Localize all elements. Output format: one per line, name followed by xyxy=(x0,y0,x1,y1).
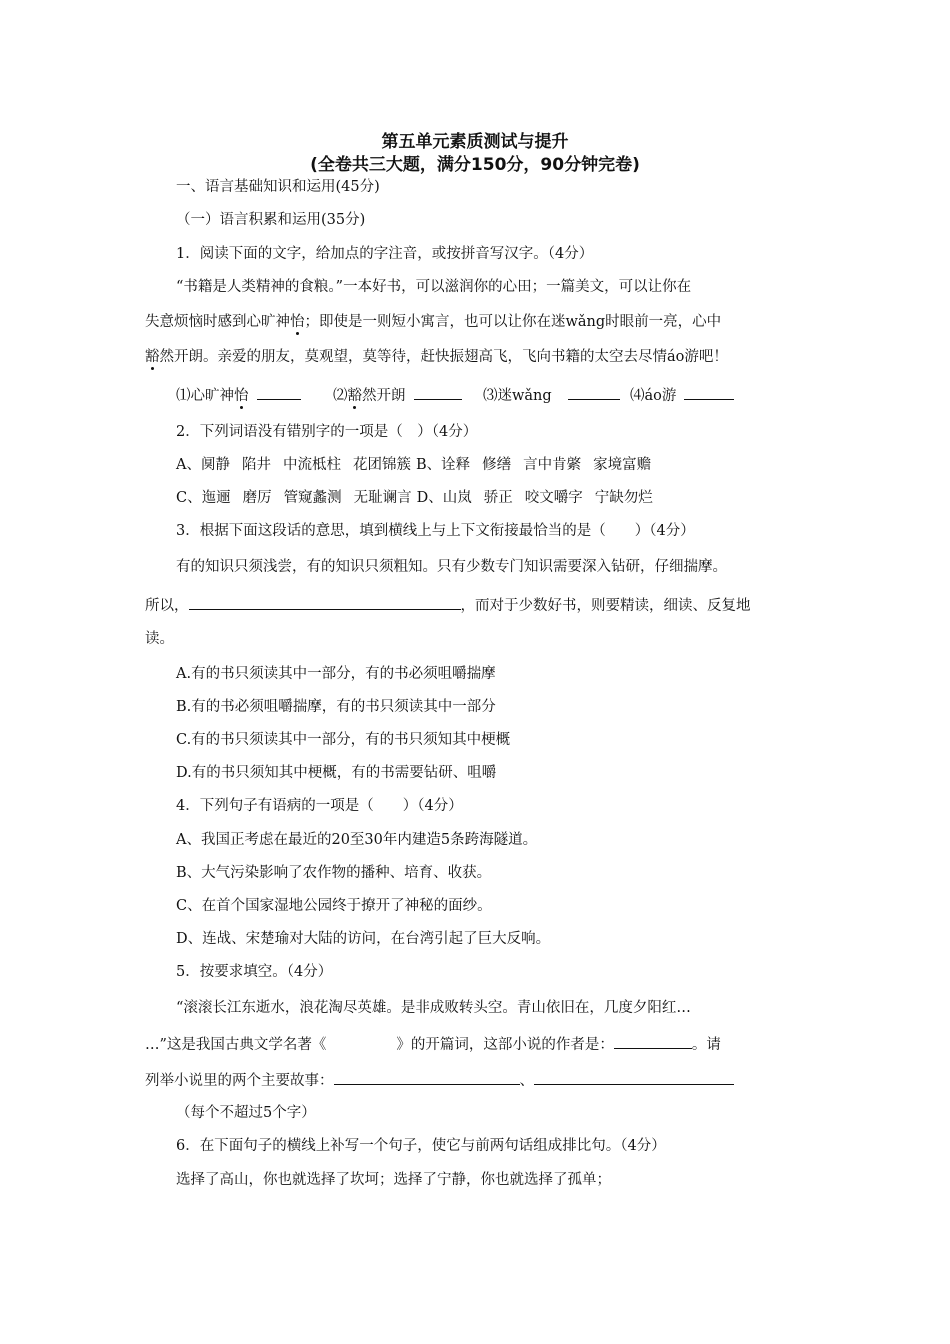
q3-option-a: A.有的书只须读其中一部分，有的书必须咀嚼揣摩 xyxy=(176,666,496,682)
q5-story-line: 列举小说里的两个主要故事： 、 xyxy=(145,1069,734,1091)
q4-stem: 4．下列句子有语病的一项是（ ）（4分） xyxy=(176,798,463,814)
q5-quote-line: “滚滚长江东逝水，浪花淘尽英雄。是非成败转头空。青山依旧在，几度夕阳红… xyxy=(176,1000,691,1016)
option-word: 管窥蠡测 xyxy=(283,490,342,506)
option-word: 言中肯綮 xyxy=(523,457,582,473)
q3-passage-line: 有的知识只须浅尝，有的知识只须粗知。只有少数专门知识需要深入钻研，仔细揣摩。 xyxy=(176,559,727,575)
option-word: B、诠释 xyxy=(415,457,471,473)
q1-passage-line: 豁然开朗。亲爱的朋友，莫观望，莫等待，赶快振翅高飞，飞向书籍的太空去尽情áo游吧！ xyxy=(145,349,728,365)
q1-item-3: ⑶迷wǎng xyxy=(483,384,620,406)
option-word: 花团锦簇 xyxy=(352,457,411,473)
option-word: 无耻谰言 xyxy=(353,490,412,506)
q1-item-2: ⑵豁然开朗 xyxy=(333,384,462,406)
q2-option-row xyxy=(176,455,651,475)
q6-sentence: 选择了高山，你也就选择了坎坷；选择了宁静，你也就选择了孤单； xyxy=(176,1172,611,1188)
answer-blank[interactable] xyxy=(568,384,620,400)
q4-option-b: B、大气污染影响了农作物的播种、培育、收获。 xyxy=(176,865,492,881)
q6-stem: 6．在下面句子的横线上补写一个句子，使它与前两句话组成排比句。（4分） xyxy=(176,1138,666,1154)
answer-blank[interactable] xyxy=(534,1069,734,1085)
q4-option-d: D、连战、宋楚瑜对大陆的访问，在台湾引起了巨大反响。 xyxy=(176,931,551,947)
emphasis-dot-char: 怡 xyxy=(290,314,305,330)
option-word: D、山岚 xyxy=(416,490,472,506)
answer-blank[interactable] xyxy=(257,384,301,400)
option-word: 中流柢柱 xyxy=(282,457,341,473)
q4-option-a: A、我国正考虑在最近的20至30年内建造5条跨海隧道。 xyxy=(176,832,538,848)
q3-option-d: D.有的书只须知其中梗概，有的书需要钻研、咀嚼 xyxy=(176,765,497,781)
subsection-heading: （一）语言积累和运用(35分) xyxy=(176,212,366,228)
q1-item-1: ⑴心旷神怡 xyxy=(176,384,301,406)
q1-passage-line: 失意烦恼时感到心旷神怡；即使是一则短小寓言，也可以让你在迷wǎng时眼前一亮，心中 xyxy=(145,314,722,330)
page-title: 第五单元素质测试与提升 xyxy=(381,132,569,152)
q3-passage-line: 所以， ，而对于少数好书，则要精读，细读、反复地 xyxy=(145,594,751,616)
emphasis-dot-char: 豁 xyxy=(145,349,160,365)
q2-option-row xyxy=(176,488,653,508)
answer-blank[interactable] xyxy=(414,384,462,400)
q5-quote-line: …”这是我国古典文学名著《 》的开篇词，这部小说的作者是： 。请 xyxy=(145,1033,721,1055)
q1-item-4: ⑷áo游 xyxy=(630,384,734,406)
option-word: 骄正 xyxy=(483,490,513,506)
q5-note: （每个不超过5个字） xyxy=(176,1105,316,1121)
answer-blank[interactable] xyxy=(334,1069,520,1085)
answer-blank[interactable] xyxy=(189,594,461,610)
option-word: 磨厉 xyxy=(242,490,272,506)
option-word: 宁缺勿烂 xyxy=(594,490,653,506)
option-word: 陷井 xyxy=(241,457,271,473)
option-word: A、阒静 xyxy=(176,457,230,473)
q2-stem: 2．下列词语没有错别字的一项是（ ）（4分） xyxy=(176,424,478,440)
answer-blank[interactable] xyxy=(614,1033,692,1049)
page-subtitle: (全卷共三大题，满分150分，90分钟完卷) xyxy=(310,155,640,175)
q5-stem: 5．按要求填空。（4分） xyxy=(176,964,333,980)
option-word: 咬文嚼字 xyxy=(524,490,583,506)
q3-stem: 3．根据下面这段话的意思，填到横线上与上下文衔接最恰当的是（ ）（4分） xyxy=(176,523,695,539)
q4-option-c: C、在首个国家湿地公园终于撩开了神秘的面纱。 xyxy=(176,898,492,914)
option-word: 修缮 xyxy=(482,457,512,473)
option-word: C、迤逦 xyxy=(176,490,231,506)
section-heading: 一、语言基础知识和运用(45分) xyxy=(176,179,380,195)
option-word: 家境富赡 xyxy=(593,457,652,473)
q3-option-c: C.有的书只须读其中一部分，有的书只须知其中梗概 xyxy=(176,732,511,748)
answer-blank[interactable] xyxy=(684,384,734,400)
q1-passage-line: “书籍是人类精神的食粮。”一本好书，可以滋润你的心田；一篇美文，可以让你在 xyxy=(176,279,692,295)
q1-stem: 1．阅读下面的文字，给加点的字注音，或按拼音写汉字。（4分） xyxy=(176,246,594,262)
q3-option-b: B.有的书必须咀嚼揣摩，有的书只须读其中一部分 xyxy=(176,699,496,715)
q3-passage-line: 读。 xyxy=(145,631,174,647)
